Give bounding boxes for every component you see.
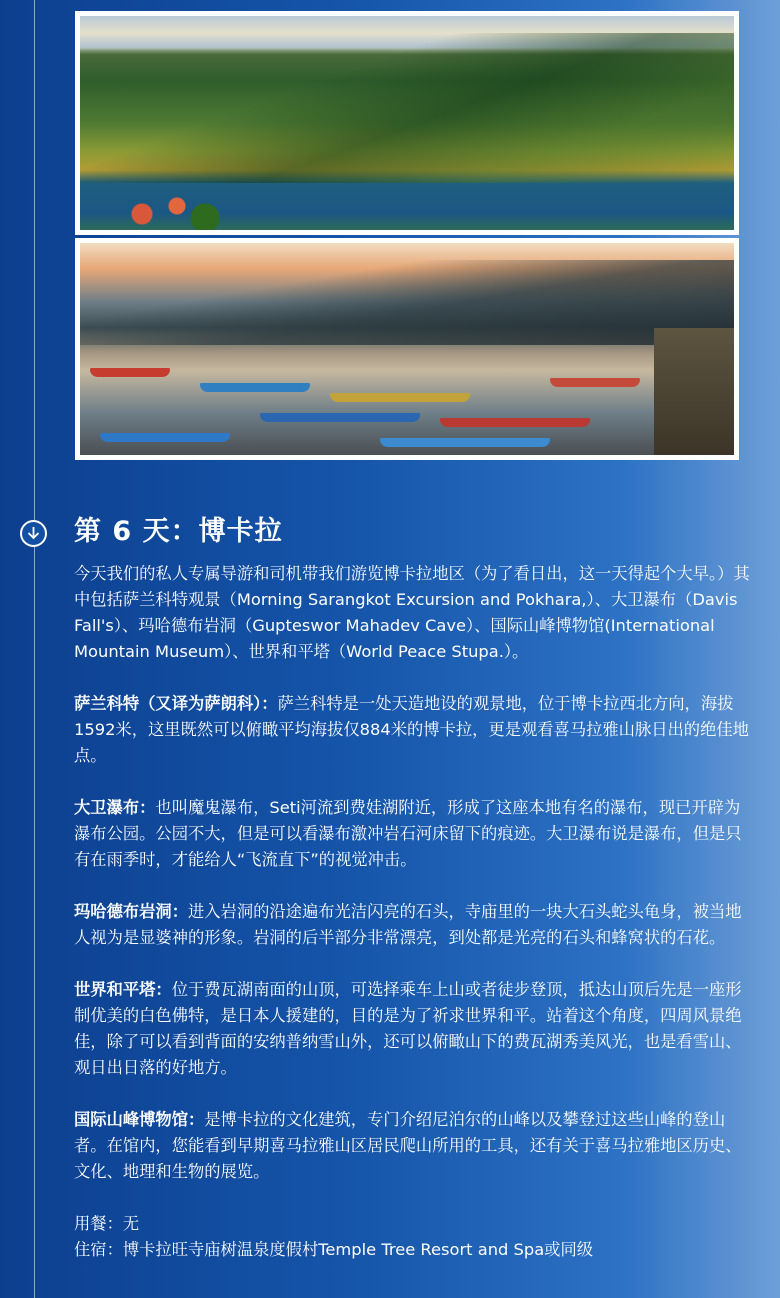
photo-mountain-lake [75,11,739,235]
photo-lake-boats [75,238,739,460]
section-title: 世界和平塔： [74,980,172,999]
section-davis-falls [74,795,756,873]
section-mountain-museum [74,1107,756,1185]
section-title: 大卫瀑布： [74,798,156,817]
chevron-down-icon [20,520,47,547]
section-text: 进入岩洞的沿途遍布光洁闪亮的石头，寺庙里的一块大石头蛇头龟身，被当地人视为是显婆神的形象。岩洞的后半部分非常漂亮，到处都是光亮的石头和蜂窝状的石花。 [74,902,742,947]
meals-line: 用餐：无 [74,1214,140,1233]
day-title: 第 6 天：博卡拉 [74,516,283,547]
section-text: 也叫魔鬼瀑布，Seti河流到费娃湖附近，形成了这座本地有名的瀑布，现已开辟为瀑布公园。公园不大，但是可以看瀑布激冲岩石河床留下的痕迹。大卫瀑布说是瀑布，但是只有在雨季时，才能给人“飞流直下”的视觉冲击。 [74,798,742,869]
section-sarangkot [74,691,756,769]
section-text: 萨兰科特是一处天造地设的观景地，位于博卡拉西北方向，海拔1592米，这里既然可以俯瞰平均海拔仅884米的博卡拉，更是观看喜马拉雅山脉日出的绝佳地点。 [74,694,749,765]
itinerary-content [74,561,756,1263]
timeline-line [34,0,35,1298]
day-intro: 今天我们的私人专属导游和司机带我们游览博卡拉地区（为了看日出，这一天得起个大早。）其中包括萨兰科特观景（Morning Sarangkot Excursion and Pokhara,）、大卫瀑布（Davis Fall's）、玛哈德布岩洞（Gupteswor Mahadev Cave）、国际山峰博物馆(International Mountain Museum）、世界和平塔（World Peace Stupa.）。 [74,564,750,661]
section-title: 玛哈德布岩洞： [74,902,188,921]
lodging-line: 住宿：博卡拉旺寺庙树温泉度假村Temple Tree Resort and Spa或同级 [74,1240,594,1259]
section-title: 萨兰科特（又译为萨朗科）： [74,694,278,713]
section-title: 国际山峰博物馆： [74,1110,205,1129]
section-text: 是博卡拉的文化建筑，专门介绍尼泊尔的山峰以及攀登过这些山峰的登山者。在馆内，您能看到早期喜马拉雅山区居民爬山所用的工具，还有关于喜马拉雅地区历史、文化、地理和生物的展览。 [74,1110,742,1181]
section-peace-stupa [74,977,756,1081]
section-text: 位于费瓦湖南面的山顶，可选择乘车上山或者徒步登顶，抵达山顶后先是一座形制优美的白色佛特，是日本人援建的，目的是为了祈求世界和平。站着这个角度，四周风景绝佳，除了可以看到背面的安纳普纳雪山外，还可以俯瞰山下的费瓦湖秀美风光，也是看雪山、观日出日落的好地方。 [74,980,742,1077]
section-mahadev-cave [74,899,756,951]
